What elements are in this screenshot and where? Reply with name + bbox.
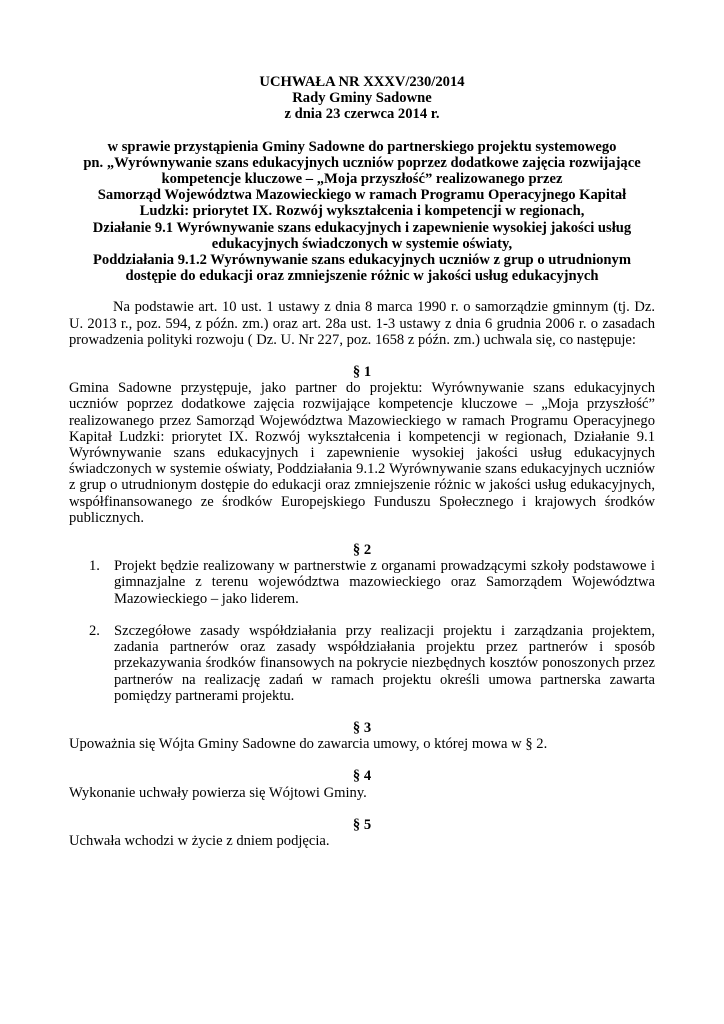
section-2-mark: § 2 [352,542,372,559]
list-item [69,558,655,607]
resolution-date: z dnia 23 czerwca 2014 r. [284,106,440,123]
section-5-text: Uchwała wchodzi w życie z dniem podjęcia. [69,832,330,849]
legal-basis-preamble: Na podstawie art. 10 ust. 1 ustawy z dnia 8 marca 1990 r. o samorządzie gminnym (tj. Dz. U. 2013 r., poz. 594, z późn. zm.) oraz art. 28a ust. 1-3 ustawy z dnia 6 grudnia 2006 r. o zasadach prowadzenia polityki rozwoju ( Dz. U. Nr 227, poz. 1658 z późn. zm.) uchwala się, co następuje: [69,299,655,348]
subject-line: Samorząd Województwa Mazowieckiego w ramach Programu Operacyjnego Kapitał [97,187,627,204]
section-1-text: Gmina Sadowne przystępuje, jako partner do projektu: Wyrównywanie szans edukacyjnych uczniów poprzez dodatkowe zajęcia rozwijające kompetencje kluczowe – „Moja przyszłość” realizowanego przez Samorząd Województwa Mazowieckiego w ramach Programu Operacyjnego Kapitał Ludzki: priorytet IX. Rozwój wykształcenia i kompetencji w regionach, Działanie 9.1 Wyrównywanie szans edukacyjnych i zapewnienie wysokiej jakości usług edukacyjnych świadczonych w systemie oświaty, Poddziałania 9.1.2 Wyrównywanie szans edukacyjnych uczniów z grup o utrudnionym dostępie do edukacji oraz zmniejszenie różnic w jakości usług edukacyjnych, współfinansowanego ze środków Europejskiego Funduszu Społecznego i krajowych środków publicznych. [69,380,655,526]
section-3-mark: § 3 [352,719,372,736]
subject-line: dostępie do edukacji oraz zmniejszenie różnic w jakości usług edukacyjnych [125,268,599,285]
section-4-mark: § 4 [352,768,372,785]
list-item-text: Projekt będzie realizowany w partnerstwie z organami prowadzącymi szkoły podstawowe i gimnazjalne z terenu województwa mazowieckiego oraz Samorządem Województwa Mazowieckiego – jako liderem. [114,558,655,607]
list-item-number: 1. [89,558,100,575]
subject-line: Poddziałania 9.1.2 Wyrównywanie szans edukacyjnych uczniów z grup o utrudnionym [92,252,631,269]
subject-line: Ludzki: priorytet IX. Rozwój wykształcenia i kompetencji w regionach, [139,203,585,220]
subject-line: kompetencje kluczowe – „Moja przyszłość” realizowanego przez [161,171,563,188]
subject-line: edukacyjnych świadczonych w systemie oświaty, [211,235,513,252]
section-4-text: Wykonanie uchwały powierza się Wójtowi Gminy. [69,784,367,801]
subject-line: w sprawie przystąpienia Gminy Sadowne do partnerskiego projektu systemowego [107,138,617,155]
section-1-mark: § 1 [352,364,372,381]
header-spacer [69,123,655,139]
document-page [69,74,655,849]
section-3-text: Upoważnia się Wójta Gminy Sadowne do zawarcia umowy, o której mowa w § 2. [69,736,548,753]
subject-line: pn. „Wyrównywanie szans edukacyjnych uczniów poprzez dodatkowe zajęcia rozwijające [83,154,641,171]
list-item-text: Szczegółowe zasady współdziałania przy realizacji projektu i zarządzania projektem, zadania partnerów oraz zasady współdziałania projektu przez partnerów i sposób przekazywania środków finansowych na pokrycie niezbędnych kosztów ponoszonych przez partnerów na realizację zadań w ramach projektu określi umowa partnerska zawarta pomiędzy partnerami projektu. [114,622,655,704]
resolution-number: UCHWAŁA NR XXXV/230/2014 [259,74,465,90]
list-item-number: 2. [89,622,100,639]
subject-line: Działanie 9.1 Wyrównywanie szans edukacyjnych i zapewnienie wysokiej jakości usług [92,219,632,236]
section-5-mark: § 5 [352,816,372,833]
list-item [69,623,655,704]
resolution-header [69,74,655,284]
council-name: Rady Gminy Sadowne [292,90,432,107]
section-2-list [69,558,655,704]
